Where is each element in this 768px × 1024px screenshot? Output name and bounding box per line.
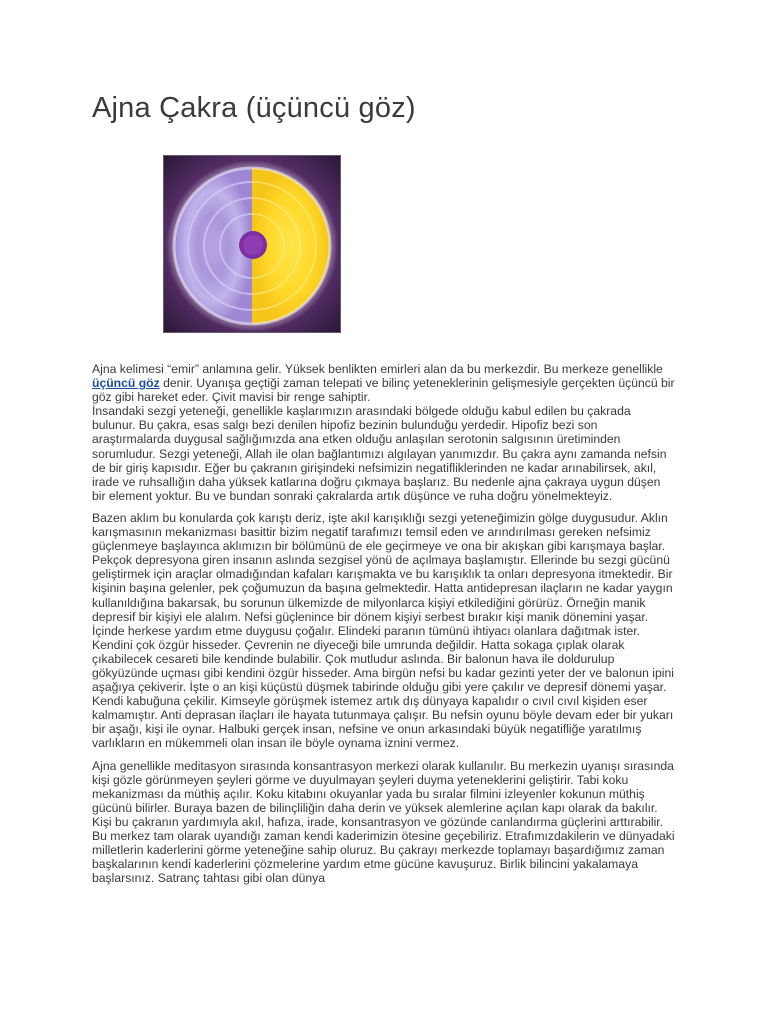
- paragraph-4: Ajna genellikle meditasyon sırasında konsantrasyon merkezi olarak kullanılır. Bu merkezin uyanışı sırasında kişi gözle görünmeyen şeyleri görme ve duyulmayan şeyleri duyma yeteneklerini geliştirir. Tabi koku mekanizması da müthiş açılır. Koku kitabını okuyanlar yada bu sıralar filmini izleyenler kokunun müthiş gücünü bilirler. Buraya bazen de bilinçliliğin daha derin ve yüksek alemlerine açılan kapı olarak da bakılır. Kişi bu çakranın yardımıyla akıl, hafıza, irade, konsantrasyon ve gözünde canlandırma güçlerini arttırabilir. Bu merkez tam olarak uyandığı zaman kendi kaderimizin ötesine geçebiliriz. Etrafımızdakilerin ve dünyadaki milletlerin kaderlerini görme yeteneğine sahip oluruz. Bu çakrayı merkezde toplamayı başardığımız zaman başkalarının kendi kaderlerini çözmelerine yardım etme gücüne kavuşuruz. Birlik bilincini yakalamaya başlarsınız. Satranç tahtası gibi olan dünya: [92, 758, 675, 886]
- paragraph-1: [92, 362, 677, 404]
- chakra-eye-image: [163, 155, 341, 333]
- paragraph-1-end: denir. Uyanışa geçtiği zaman telepati ve bilinç yeteneklerinin gelişmesiyle gerçekten üçüncü bir göz gibi hareket eder. Çivit mavisi bir renge sahiptir.: [92, 376, 675, 405]
- paragraph-3: Bazen aklım bu konularda çok karıştı deriz, işte akıl karışıklığı sezgi yeteneğimizin gölge duygusudur. Aklın karışmasının mekanizması basittir bizim negatif tarafımızı temsil eden ve arındırılması gereken nefsimiz güçlenmeye başlayınca aklımızın bir bölümünü de ele geçirmeye ve ona bir akışkan gibi karışmaya başlar. Pekçok depresyona giren insanın aslında sezgisel yönü de açılmaya başlamıştır. Ellerinde bu sezgi gücünü geliştirmek için araçlar olmadığından kafaları karışmakta ve bu karışıklık ta onları depresyona itmektedir. Bir kişinin başına gelenler, pek çoğumuzun da başına gelmektedir. Hatta antidepresan ilaçların ne kadar yaygın kullanıldığına bakarsak, bu sorunun ülkemizde de milyonlarca kişiyi etkilediğini görürüz. Örneğin manik depresif bir kişiyi ele alalım. Nefsi güçlenince bir dönem kişiyi serbest bırakır kişi manik dönemini yaşar. İçinde herkese yardım etme duygusu çoğalır. Elindeki paranın tümünü ihtiyacı olanlara dağıtmak ister. Kendini çok özgür hisseder. Çevrenin ne diyeceği bile umrunda değildir. Hatta sokaga çıplak olarak çıkabilecek cesareti bile kendinde bulabilir. Çok mutludur aslında. Bir balonun hava ile doldurulup gökyüzünde uçması gibi kendini özgür hisseder. Ama birgün nefsi bu kadar gezinti yeter der ve balonun ipini aşağıya çekiverir. İşte o an kişi küçüstü düşmek tabirinde olduğu gibi yere çakılır ve depresif dönemi yaşar. Kendi kabuğuna çekilir. Kimseyle görüşmek istemez artık dış dünyaya kapalıdır o cıvıl cıvıl kişiden eser kalmamıştır. Anti deprasan ilaçları ile hayata tutunmaya çalışır. Bu nefsin oyunu böyle devam eder bir yukarı bir aşağı, kişi ile oynar. Halbuki gerçek insan, nefsine ve onun arkasındaki büyük negatifliğe yaratılmış varlıkların en mükemmeli olan insan ile böyle oynama iznini vermez.: [92, 510, 674, 751]
- paragraph-2: İnsandaki sezgi yeteneği, genellikle kaşlarımızın arasındaki bölgede olduğu kabul edilen bu çakrada bulunur. Bu çakra, esas salgı bezi denilen hipofiz bezinin bulunduğu yerdedir. Hipofiz bezi son araştırmalarda duygusal sağlığımızda ana etken olduğu anlaşılan serotonin salgısının üretiminden sorumludur. Sezgi yeteneği, Allah ile olan bağlantımızı algılayan yanımızdır. Bu çakra aynı zamanda nefsin de bir giriş kapısıdır. Eğer bu çakranın girişindeki nefsimizin negatifliklerinden ne kadar arınabilirsek, akıl, irade ve ruhsallığın daha yüksek katlarına doğru çıkmaya başlarız. Bu nedenle ajna çakraya uygun düşen bir element yoktur. Bu ve bundan sonraki çakralarda artık düşünce ve ruha doğru yönelmekteyiz.: [92, 404, 667, 503]
- third-eye-link[interactable]: üçüncü göz: [92, 376, 160, 391]
- paragraph-1-start: Ajna kelimesi “emir” anlamına gelir. Yüksek benlikten emirleri alan da bu merkezdir. Bu merkeze genellikle: [92, 362, 663, 376]
- chakra-eye-icon: [164, 156, 340, 332]
- article-body: [92, 362, 677, 893]
- page-title: Ajna Çakra (üçüncü göz): [92, 92, 416, 124]
